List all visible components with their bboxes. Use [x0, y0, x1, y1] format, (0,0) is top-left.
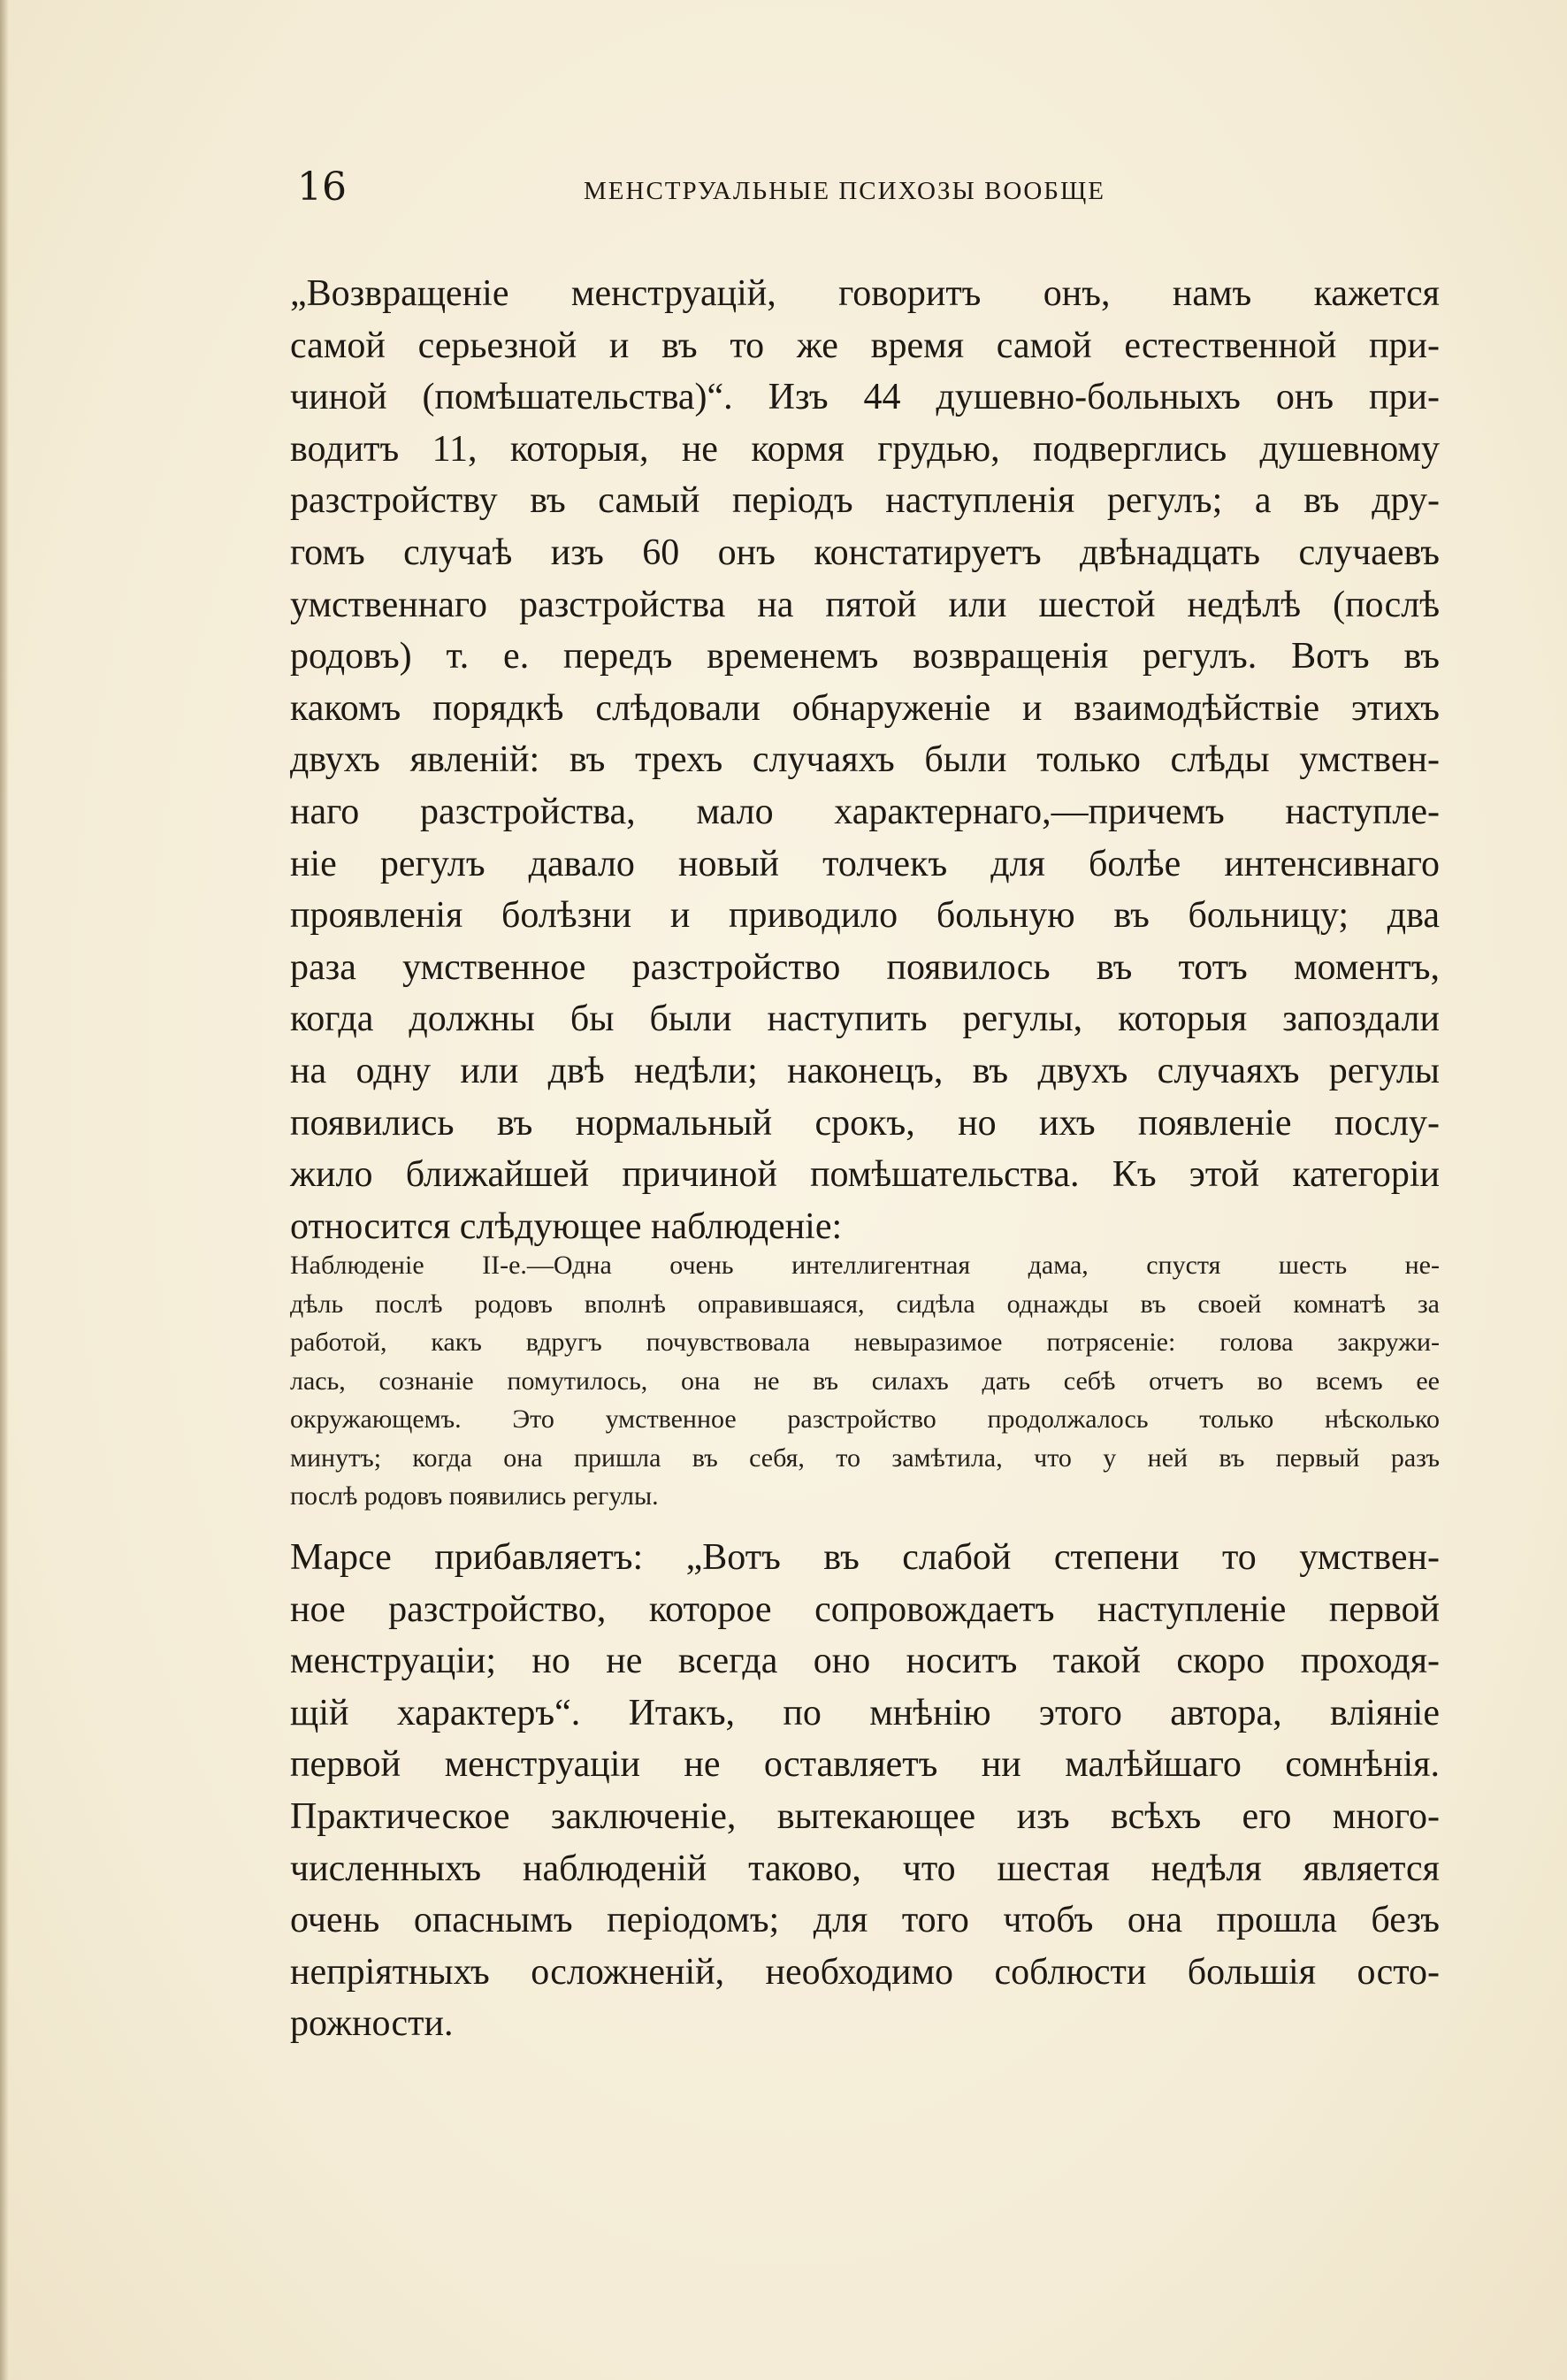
paragraph-2-line: очень опаснымъ періодомъ; для того чтобъ она прошла безъ	[290, 1900, 1440, 1941]
paragraph-2-line: менструаціи; но не всегда оно носитъ такой скоро проходя-	[290, 1641, 1440, 1682]
paragraph-2-line: Марсе прибавляетъ: „Вотъ въ слабой степени то умствен-	[290, 1537, 1440, 1578]
observation-note-line: лась, сознаніе помутилось, она не въ силахъ дать себѣ отчетъ во всемъ ее	[290, 1366, 1440, 1396]
paragraph-1-line: умственнаго разстройства на пятой или шестой недѣлѣ (послѣ	[290, 584, 1440, 625]
paragraph-1-line: на одну или двѣ недѣли; наконецъ, въ двухъ случаяхъ регулы	[290, 1050, 1440, 1091]
paragraph-1-line: самой серьезной и въ то же время самой естественной при-	[290, 325, 1440, 366]
paragraph-1-line: проявленія болѣзни и приводило больную въ больницу; два	[290, 895, 1440, 937]
paragraph-1-line: разстройству въ самый періодъ наступленія регулъ; а въ дру-	[290, 480, 1440, 522]
paragraph-1-line: появились въ нормальный срокъ, но ихъ появленіе послу-	[290, 1102, 1440, 1144]
paragraph-1-line: когда должны бы были наступить регулы, которыя запоздали	[290, 999, 1440, 1040]
paragraph-1-line: раза умственное разстройство появилось въ тотъ моментъ,	[290, 946, 1440, 988]
page-number: 16	[297, 165, 347, 210]
paragraph-1-line: водитъ 11, которыя, не кормя грудью, подверглись душевному	[290, 428, 1440, 470]
paragraph-1-line: двухъ явленій: въ трехъ случаяхъ были только слѣды умствен-	[290, 739, 1440, 781]
paragraph-1-line: какомъ порядкѣ слѣдовали обнаруженіе и взаимодѣйствіе этихъ	[290, 687, 1440, 729]
paragraph-1-line: родовъ) т. е. передъ временемъ возвращенія регулъ. Вотъ въ	[290, 636, 1440, 677]
paragraph-2-line: щій характеръ“. Итакъ, по мнѣнію этого автора, вліяніе	[290, 1692, 1440, 1733]
paragraph-2-line: Практическое заключеніе, вытекающее изъ всѣхъ его много-	[290, 1795, 1440, 1837]
observation-note-line: Наблюденіе II-е.—Одна очень интеллигентная дама, спустя шесть не-	[290, 1251, 1440, 1280]
paragraph-2-line: первой менструаціи не оставляетъ ни малѣйшаго сомнѣнія.	[290, 1744, 1440, 1786]
paragraph-1-line: гомъ случаѣ изъ 60 онъ констатируетъ двѣнадцать случаевъ	[290, 532, 1440, 573]
paragraph-1-line: относится слѣдующее наблюденіе:	[290, 1205, 843, 1247]
running-head-title: МЕНСТРУАЛЬНЫЕ ПСИХОЗЫ ВООБЩЕ	[584, 177, 1105, 205]
paragraph-2-line: ное разстройство, которое сопровождаетъ наступленіе первой	[290, 1588, 1440, 1630]
observation-note-line: работой, какъ вдругъ почувствовала невыразимое потрясеніе: голова закружи-	[290, 1328, 1440, 1357]
page-left-edge-shadow	[0, 0, 9, 2380]
paragraph-1	[290, 268, 1440, 1252]
paragraph-2	[290, 1532, 1440, 2050]
paragraph-1-line: жило ближайшей причиной помѣшательства. Къ этой категоріи	[290, 1154, 1440, 1196]
paragraph-2-line: численныхъ наблюденій таково, что шестая недѣля является	[290, 1848, 1440, 1889]
paragraph-1-line: наго разстройства, мало характернаго,—причемъ наступле-	[290, 791, 1440, 832]
observation-note-line: дѣль послѣ родовъ вполнѣ оправившаяся, сидѣла однажды въ своей комнатѣ за	[290, 1289, 1440, 1319]
paragraph-1-line: ніе регулъ давало новый толчекъ для болѣе интенсивнаго	[290, 843, 1440, 884]
observation-note	[290, 1246, 1440, 1516]
observation-note-line: окружающемъ. Это умственное разстройство продолжалось только нѣсколько	[290, 1404, 1440, 1434]
observation-note-line: минутъ; когда она пришла въ себя, то замѣтила, что у ней въ первый разъ	[290, 1443, 1440, 1473]
paragraph-2-line: рожности.	[290, 2003, 454, 2045]
paragraph-1-line: чиной (помѣшательства)“. Изъ 44 душевно-больныхъ онъ при-	[290, 377, 1440, 418]
observation-note-line: послѣ родовъ появились регулы.	[290, 1481, 659, 1511]
paragraph-1-line: „Возвращеніе менструацій, говоритъ онъ, намъ кажется	[290, 273, 1440, 314]
paragraph-2-line: непріятныхъ осложненій, необходимо соблюсти большія осто-	[290, 1951, 1440, 1993]
